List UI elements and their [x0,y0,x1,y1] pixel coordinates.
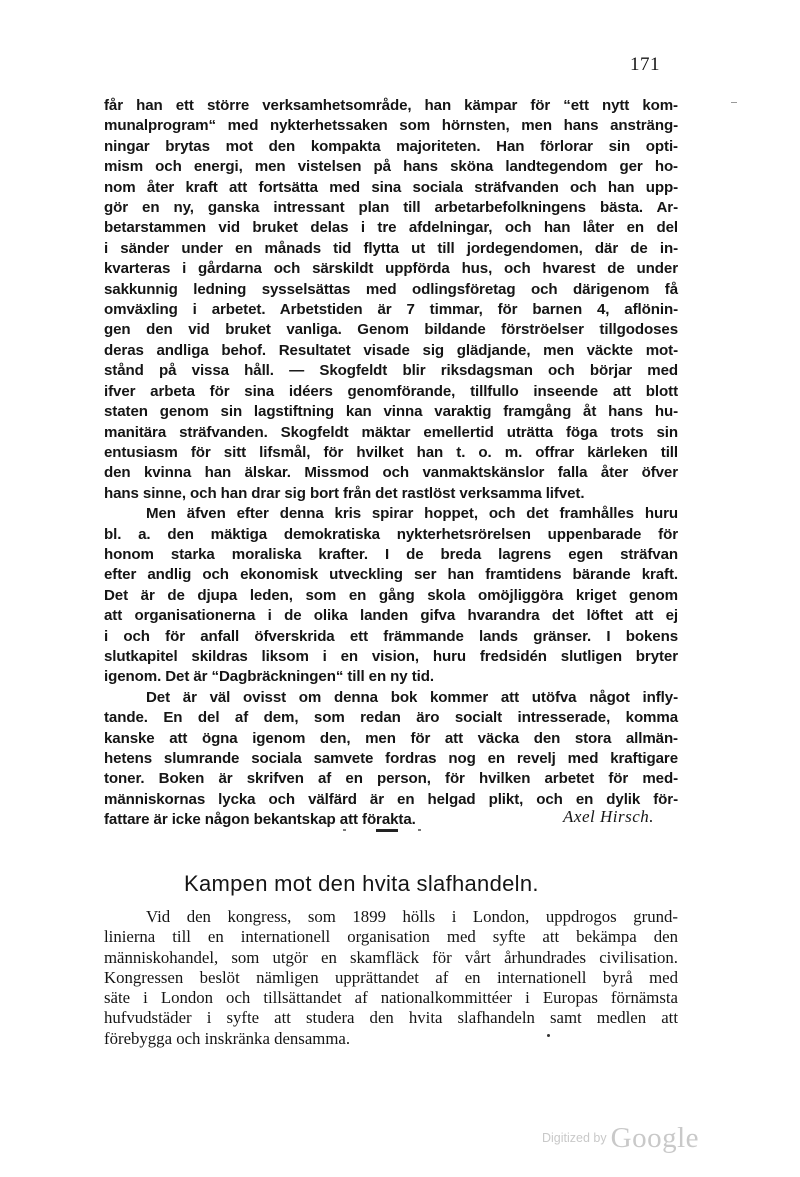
section-line: Kongressen beslöt nämligen upprättandet af en internationell byrå med [104,967,678,987]
author-signature: Axel Hirsch. [563,807,654,826]
review-line: ifver arbeta för sina idéers genomförande, tillfullo inseende att blott [104,382,678,400]
watermark-prefix: Digitized by [542,1131,607,1145]
review-line: stånd på vissa håll. — Skogfeldt blir riksdagsman och börjar med [104,362,678,380]
review-line: kvarteras i gårdarna och särskildt uppförda hus, och hvarest de under [104,260,678,278]
section-line: förebygga och inskränka densamma. [104,1028,351,1048]
section-line: människohandel, som utgör en skamfläck för vårt århundrades civilisation. [104,947,678,967]
section-line: hufvudstäder i syfte att studera den hvita slafhandeln samt medlen att [104,1008,678,1028]
review-line: gen den vid bruket vanliga. Genom bildande förströelser tillgodoses [104,321,678,339]
review-line: honom starka moraliska krafter. I de breda lagrens egen sträfvan [104,545,678,563]
review-line: att organisationerna i de olika landen gifva hvarandra det löftet att ej [104,607,678,625]
section-separator [376,829,398,832]
review-line: i sänder under en månads tid flytta ut till jordegendomen, där de in- [104,239,678,257]
review-line: tande. En del af dem, som redan äro socialt intresserade, komma [104,709,678,727]
review-line: munalprogram“ med nykterhetssaken som hörnsten, men hans ansträng- [104,117,678,135]
review-line: betarstammen vid bruket delas i tre afdelningar, och han låter en del [104,219,678,237]
review-line: fattare är icke någon bekantskap att förakta. [104,811,416,829]
review-line: toner. Boken är skrifven af en person, för hvilken arbetet för med- [104,770,678,788]
review-line: den kvinna han älskar. Missmod och vanmaktskänslor falla åter öfver [104,464,678,482]
review-line: manitära sträfvanden. Skogfeldt mäktar emellertid uträtta föga trots sin [104,423,678,441]
review-line: gör en ny, ganska intressant plan till arbetarbefolkningens bästa. Ar- [104,199,678,217]
review-line: Det är väl ovisst om denna bok kommer att utöfva något infly- [146,688,678,706]
digitized-watermark [542,1122,699,1155]
review-line: igenom. Det är “Dagbräckningen“ till en ny tid. [104,668,434,686]
review-line: mism och energi, men vistelsen på hans sköna landtegendom ger ho- [104,158,678,176]
review-line: efter andlig och ekonomisk utveckling ser han framtidens bärande kraft. [104,566,678,584]
review-line: hans sinne, och han drar sig bort från det rastlöst verksamma lifvet. [104,484,585,502]
review-line: slutkapitel skildras liksom i en vision, huru fredsidén slutligen bryter [104,647,678,665]
review-line: deras andliga behof. Resultatet visade sig glädjande, men väckte mot- [104,341,678,359]
section-title: Kampen mot den hvita slafhandeln. [184,871,539,896]
section-line: säte i London och tillsättandet af nationalkommittéer i Europas förnämsta [104,988,678,1008]
section-line: Vid den kongress, som 1899 hölls i London, uppdrogos grund- [146,907,678,926]
section-line: linierna till en internationell organisation med syfte att bekämpa den [104,927,678,947]
review-line: kanske att ögna igenom den, men för att väcka den stora allmän- [104,729,678,747]
review-line: omväxling i arbetet. Arbetstiden är 7 timmar, för barnen 4, aflönin- [104,301,678,319]
review-line: staten genom sin lagstiftning kan vinna varaktig framgång åt hans hu- [104,403,678,421]
review-line: bl. a. den mäktiga demokratiska nykterhetsrörelsen uppenbarade för [104,525,678,543]
review-line: entusiasm för sitt lifsmål, för hvilket han t. o. m. offrar kärleken till [104,443,678,461]
review-line: nom åter kraft att fortsätta med sina sociala sträfvanden och han upp- [104,178,678,196]
review-body [104,96,678,831]
review-line: i och för anfall öfverskrida ett främmande lands gränser. I bokens [104,627,678,645]
page-number: 171 [630,54,660,75]
section-body [104,907,678,1049]
separator-dot [343,829,346,831]
review-line: hetens slumrande sociala samvete fordras nog en revelj med kraftigare [104,750,678,767]
stray-ink-dot [547,1034,550,1037]
review-line: ningar brytas mot den kompakta majoriteten. Han förlorar sin opti- [104,137,678,155]
separator-dot [418,829,421,831]
review-line: Det är de djupa leden, som en gång skola omöjliggöra kriget genom [104,586,678,604]
review-line: människornas lycka och välfärd är en helgad plikt, och en dylik för- [104,790,678,808]
review-line: Men äfven efter denna kris spirar hoppet, och det framhålles huru [146,505,678,523]
review-line: får han ett större verksamhetsområde, han kämpar för “ett nytt kom- [104,97,678,114]
margin-mark [731,102,737,103]
review-line: sakkunnig ledning sysselsättas med odlingsföretag och därigenom få [104,280,678,298]
google-logo: Google [610,1122,699,1154]
